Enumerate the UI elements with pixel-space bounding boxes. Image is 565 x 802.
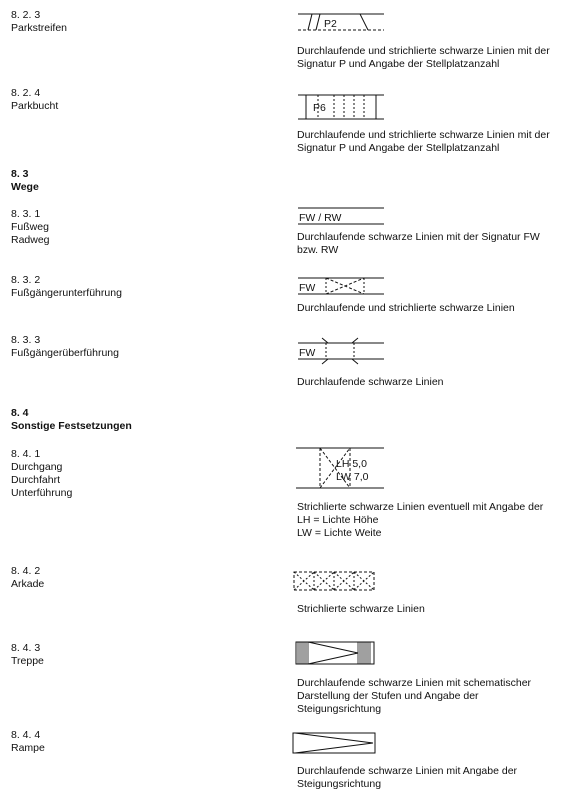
entry-title: Parkbucht xyxy=(11,100,59,112)
entry-8-3-2-description: Durchlaufende und strichlierte schwarze Linien xyxy=(297,302,515,314)
section-title: Sonstige Festsetzungen xyxy=(11,420,132,432)
entry-title: Rampe xyxy=(11,742,45,754)
entry-8-3-2-label xyxy=(11,274,271,300)
entry-8-4-3-description: Durchlaufende schwarze Linien mit schematischer Darstellung der Stufen und Angabe der Steigungsrichtung xyxy=(297,677,532,715)
entry-8-2-4-label xyxy=(11,87,271,113)
symbol-label: P2 xyxy=(324,18,337,30)
arkade-symbol xyxy=(292,570,378,594)
entry-number: 8. 3. 1 xyxy=(11,208,41,220)
section-number: 8. 4 xyxy=(11,407,29,419)
parkstreifen-symbol xyxy=(298,12,388,34)
entry-number: 8. 3. 3 xyxy=(11,334,41,346)
entry-title: Arkade xyxy=(11,578,45,590)
entry-number: 8. 4. 2 xyxy=(11,565,41,577)
entry-8-3-3-description: Durchlaufende schwarze Linien xyxy=(297,376,444,388)
entry-title: Fußgängerunterführung xyxy=(11,287,122,299)
durchgang-symbol xyxy=(296,446,388,492)
entry-title: Durchfahrt xyxy=(11,474,61,486)
fussweg-symbol xyxy=(298,205,388,229)
entry-8-4-4-label xyxy=(11,729,271,755)
fussgaengerueberfuehrung-symbol xyxy=(298,336,388,366)
entry-title: Fußgängerüberführung xyxy=(11,347,119,359)
entry-8-4-2-description: Strichlierte schwarze Linien xyxy=(297,603,425,615)
entry-title: Treppe xyxy=(11,655,44,667)
symbol-label: FW xyxy=(299,282,316,294)
entry-8-4-4-description: Durchlaufende schwarze Linien mit Angabe der Steigungsrichtung xyxy=(297,765,518,790)
entry-8-4-3-label xyxy=(11,642,271,668)
entry-title: Durchgang xyxy=(11,461,63,473)
section-title: Wege xyxy=(11,181,39,193)
symbol-label-lh: LH 5,0 xyxy=(336,458,367,470)
entry-8-4-2-label xyxy=(11,565,271,591)
entry-8-2-3-label xyxy=(11,9,271,35)
entry-title: Radweg xyxy=(11,234,50,246)
entry-number: 8. 4. 4 xyxy=(11,729,41,741)
symbol-label: FW xyxy=(299,347,316,359)
entry-8-2-4-description: Durchlaufende und strichlierte schwarze Linien mit der Signatur P und Angabe der Stellplatzanzahl xyxy=(297,129,550,154)
section-heading-8-3 xyxy=(11,168,271,194)
section-number: 8. 3 xyxy=(11,168,29,180)
entry-number: 8. 4. 3 xyxy=(11,642,41,654)
entry-8-3-1-description: Durchlaufende schwarze Linien mit der Signatur FW bzw. RW xyxy=(297,231,540,256)
parkbucht-symbol xyxy=(298,92,388,124)
treppe-symbol xyxy=(294,640,380,668)
entry-title: Unterführung xyxy=(11,487,73,499)
rampe-symbol xyxy=(291,730,381,758)
entry-8-4-1-description: Strichlierte schwarze Linien eventuell mit Angabe der LH = Lichte Höhe LW = Lichte Weite xyxy=(297,501,544,539)
entry-number: 8. 2. 4 xyxy=(11,87,41,99)
fussgaengerunterfuehrung-symbol xyxy=(298,276,388,298)
entry-8-3-1-label xyxy=(11,208,271,247)
entry-number: 8. 2. 3 xyxy=(11,9,41,21)
symbol-label: P6 xyxy=(313,102,326,114)
entry-title: Fußweg xyxy=(11,221,49,233)
section-heading-8-4 xyxy=(11,407,271,433)
symbol-label-lw: LW 7,0 xyxy=(336,471,369,483)
symbol-label: FW / RW xyxy=(299,212,342,224)
entry-title: Parkstreifen xyxy=(11,22,68,34)
entry-8-4-1-label xyxy=(11,448,271,500)
entry-8-2-3-description: Durchlaufende und strichlierte schwarze Linien mit der Signatur P und Angabe der Stellplatzanzahl xyxy=(297,45,550,70)
entry-8-3-3-label xyxy=(11,334,271,360)
entry-number: 8. 4. 1 xyxy=(11,448,41,460)
entry-number: 8. 3. 2 xyxy=(11,274,41,286)
